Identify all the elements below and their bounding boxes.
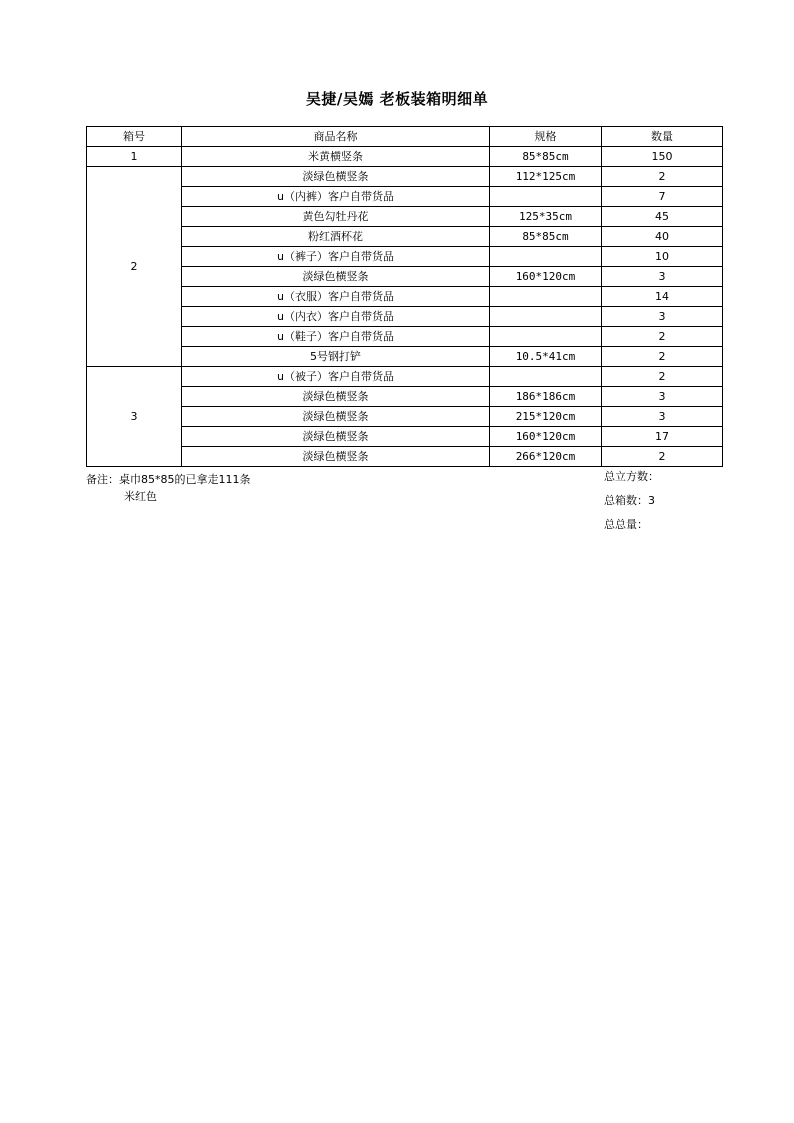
spec-cell xyxy=(490,327,602,347)
spec-cell: 266*120cm xyxy=(490,447,602,467)
spec-cell: 85*85cm xyxy=(490,147,602,167)
product-name-cell: 黄色勾牡丹花 xyxy=(182,207,490,227)
spec-cell: 160*120cm xyxy=(490,427,602,447)
product-name-cell: u（裤子）客户自带货品 xyxy=(182,247,490,267)
product-name-cell: 淡绿色横竖条 xyxy=(182,267,490,287)
total-boxes-label: 总箱数：3 xyxy=(604,494,655,507)
column-header-quantity: 数量 xyxy=(602,127,723,147)
column-header-box-no: 箱号 xyxy=(87,127,182,147)
product-name-cell: u（内裤）客户自带货品 xyxy=(182,187,490,207)
quantity-cell: 3 xyxy=(602,387,723,407)
spec-cell xyxy=(490,187,602,207)
table-row xyxy=(87,307,723,327)
product-name-cell: 米黄横竖条 xyxy=(182,147,490,167)
table-header-row xyxy=(87,127,723,147)
table-row xyxy=(87,287,723,307)
quantity-cell: 3 xyxy=(602,267,723,287)
table-row xyxy=(87,447,723,467)
quantity-cell: 7 xyxy=(602,187,723,207)
product-name-cell: u（鞋子）客户自带货品 xyxy=(182,327,490,347)
quantity-cell: 3 xyxy=(602,307,723,327)
product-name-cell: 淡绿色横竖条 xyxy=(182,387,490,407)
quantity-cell: 45 xyxy=(602,207,723,227)
spec-cell xyxy=(490,287,602,307)
box-number-cell: 1 xyxy=(87,147,182,167)
spec-cell xyxy=(490,367,602,387)
product-name-cell: 淡绿色横竖条 xyxy=(182,447,490,467)
spec-cell xyxy=(490,247,602,267)
product-name-cell: 粉红酒杯花 xyxy=(182,227,490,247)
product-name-cell: 淡绿色横竖条 xyxy=(182,167,490,187)
quantity-cell: 14 xyxy=(602,287,723,307)
quantity-cell: 2 xyxy=(602,447,723,467)
table-row xyxy=(87,167,723,187)
table-row xyxy=(87,427,723,447)
quantity-cell: 10 xyxy=(602,247,723,267)
quantity-cell: 150 xyxy=(602,147,723,167)
quantity-cell: 2 xyxy=(602,327,723,347)
product-name-cell: u（内衣）客户自带货品 xyxy=(182,307,490,327)
column-header-spec: 规格 xyxy=(490,127,602,147)
quantity-cell: 17 xyxy=(602,427,723,447)
table-row xyxy=(87,267,723,287)
spec-cell: 125*35cm xyxy=(490,207,602,227)
product-name-cell: u（衣服）客户自带货品 xyxy=(182,287,490,307)
remark-line-2: 米红色 xyxy=(124,490,157,503)
table-row xyxy=(87,347,723,367)
remarks xyxy=(86,471,251,505)
box-number-cell: 2 xyxy=(87,167,182,367)
table-row xyxy=(87,207,723,227)
quantity-cell: 40 xyxy=(602,227,723,247)
summary-block xyxy=(604,469,659,541)
table-row xyxy=(87,327,723,347)
total-weight-label: 总总量： xyxy=(604,518,648,531)
table-body xyxy=(87,147,723,467)
table-row xyxy=(87,187,723,207)
spec-cell: 112*125cm xyxy=(490,167,602,187)
table-row xyxy=(87,227,723,247)
quantity-cell: 2 xyxy=(602,367,723,387)
quantity-cell: 2 xyxy=(602,167,723,187)
table-row xyxy=(87,147,723,167)
column-header-product-name: 商品名称 xyxy=(182,127,490,147)
spec-cell xyxy=(490,307,602,327)
spec-cell: 160*120cm xyxy=(490,267,602,287)
box-number-cell: 3 xyxy=(87,367,182,467)
table-row xyxy=(87,407,723,427)
total-volume-label: 总立方数： xyxy=(604,470,659,483)
quantity-cell: 3 xyxy=(602,407,723,427)
product-name-cell: u（被子）客户自带货品 xyxy=(182,367,490,387)
page-title: 吴捷/吴嫣 老板装箱明细单 xyxy=(305,90,489,108)
spec-cell: 10.5*41cm xyxy=(490,347,602,367)
packing-table xyxy=(86,126,723,467)
quantity-cell: 2 xyxy=(602,347,723,367)
table-row xyxy=(87,387,723,407)
product-name-cell: 淡绿色横竖条 xyxy=(182,427,490,447)
product-name-cell: 5号钢打铲 xyxy=(182,347,490,367)
spec-cell: 186*186cm xyxy=(490,387,602,407)
product-name-cell: 淡绿色横竖条 xyxy=(182,407,490,427)
spec-cell: 85*85cm xyxy=(490,227,602,247)
table-row xyxy=(87,247,723,267)
table-row xyxy=(87,367,723,387)
spec-cell: 215*120cm xyxy=(490,407,602,427)
remark-line-1: 备注：桌巾85*85的已拿走111条 xyxy=(86,473,251,486)
